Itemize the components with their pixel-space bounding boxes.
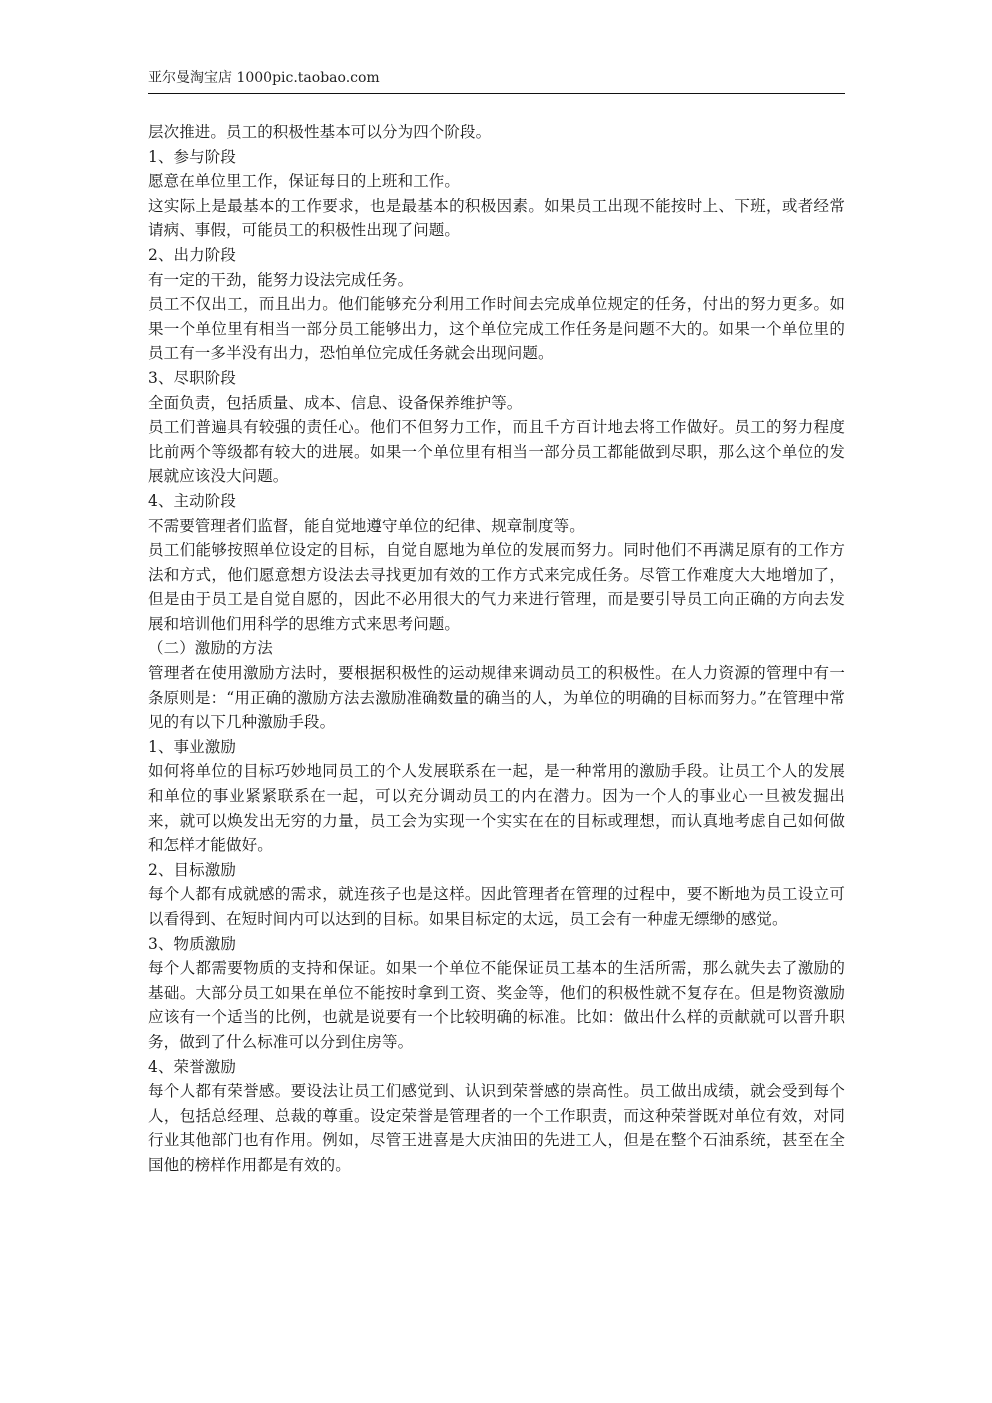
- heading-effort-stage: 2、出力阶段: [148, 245, 236, 264]
- paragraph: 每个人都需要物质的支持和保证。如果一个单位不能保证员工基本的生活所需，那么就失去了激励的基础。大部分员工如果在单位不能按时拿到工资、奖金等，他们的积极性就不复存在。但是物资激励应该有一个适当的比例，也就是说要有一个比较明确的标准。比如：做出什么样的贡献就可以晋升职务，做到了什么标准可以分到住房等。: [148, 959, 845, 1051]
- heading-career-incentive: 1、事业激励: [148, 737, 236, 756]
- heading-goal-incentive: 2、目标激励: [148, 860, 236, 879]
- paragraph: 不需要管理者们监督，能自觉地遵守单位的纪律、规章制度等。: [148, 516, 585, 535]
- paragraph: 每个人都有成就感的需求，就连孩子也是这样。因此管理者在管理的过程中，要不断地为员工设立可以看得到、在短时间内可以达到的目标。如果目标定的太远，员工会有一种虚无缥缈的感觉。: [148, 885, 845, 928]
- paragraph: 员工们普遍具有较强的责任心。他们不但努力工作，而且千方百计地去将工作做好。员工的努力程度比前两个等级都有较大的进展。如果一个单位里有相当一部分员工都能做到尽职，那么这个单位的发展就应该没大问题。: [148, 418, 845, 486]
- header-divider: [148, 93, 845, 94]
- paragraph: 如何将单位的目标巧妙地同员工的个人发展联系在一起，是一种常用的激励手段。让员工个人的发展和单位的事业紧紧联系在一起，可以充分调动员工的内在潜力。因为一个人的事业心一旦被发掘出来，就可以焕发出无穷的力量，员工会为实现一个实实在在的目标或理想，而认真地考虑自己如何做和怎样才能做好。: [148, 762, 845, 855]
- paragraph-intro: 层次推进。员工的积极性基本可以分为四个阶段。: [148, 123, 492, 141]
- heading-initiative-stage: 4、主动阶段: [148, 491, 236, 510]
- section-heading-incentive-methods: （二）激励的方法: [148, 639, 273, 658]
- paragraph: 愿意在单位里工作，保证每日的上班和工作。: [148, 172, 461, 191]
- paragraph: 员工不仅出工，而且出力。他们能够充分利用工作时间去完成单位规定的任务，付出的努力更多。如果一个单位里有相当一部分员工能够出力，这个单位完成工作任务是问题不大的。如果一个单位里的员工有一多半没有出力，恐怕单位完成任务就会出现问题。: [148, 295, 845, 363]
- page-header: 亚尔曼淘宝店 1000pic.taobao.com: [148, 70, 380, 86]
- heading-duty-stage: 3、尽职阶段: [148, 368, 236, 387]
- paragraph: 每个人都有荣誉感。要设法让员工们感觉到、认识到荣誉感的崇高性。员工做出成绩，就会受到每个人，包括总经理、总裁的尊重。设定荣誉是管理者的一个工作职责，而这种荣誉既对单位有效，对同行业其他部门也有作用。例如，尽管王进喜是大庆油田的先进工人，但是在整个石油系统，甚至在全国他的榜样作用都是有效的。: [148, 1082, 845, 1174]
- heading-honor-incentive: 4、荣誉激励: [148, 1057, 236, 1076]
- paragraph: 管理者在使用激励方法时，要根据积极性的运动规律来调动员工的积极性。在人力资源的管理中有一条原则是：“用正确的激励方法去激励准确数量的确当的人，为单位的明确的目标而努力。”在管理中常见的有以下几种激励手段。: [148, 664, 845, 732]
- paragraph: 这实际上是最基本的工作要求，也是最基本的积极因素。如果员工出现不能按时上、下班，或者经常请病、事假，可能员工的积极性出现了问题。: [148, 196, 845, 240]
- heading-participation-stage: 1、参与阶段: [148, 147, 236, 166]
- paragraph: 员工们能够按照单位设定的目标，自觉自愿地为单位的发展而努力。同时他们不再满足原有的工作方法和方式，他们愿意想方设法去寻找更加有效的工作方式来完成任务。尽管工作难度大大地增加了，但是由于员工是自觉自愿的，因此不必用很大的气力来进行管理，而是要引导员工向正确的方向去发展和培训他们用科学的思维方式来思考问题。: [148, 541, 845, 633]
- paragraph: 全面负责，包括质量、成本、信息、设备保养维护等。: [148, 393, 523, 412]
- paragraph: 有一定的干劲，能努力设法完成任务。: [148, 270, 414, 289]
- heading-material-incentive: 3、物质激励: [148, 934, 236, 953]
- document-body: [148, 120, 845, 1178]
